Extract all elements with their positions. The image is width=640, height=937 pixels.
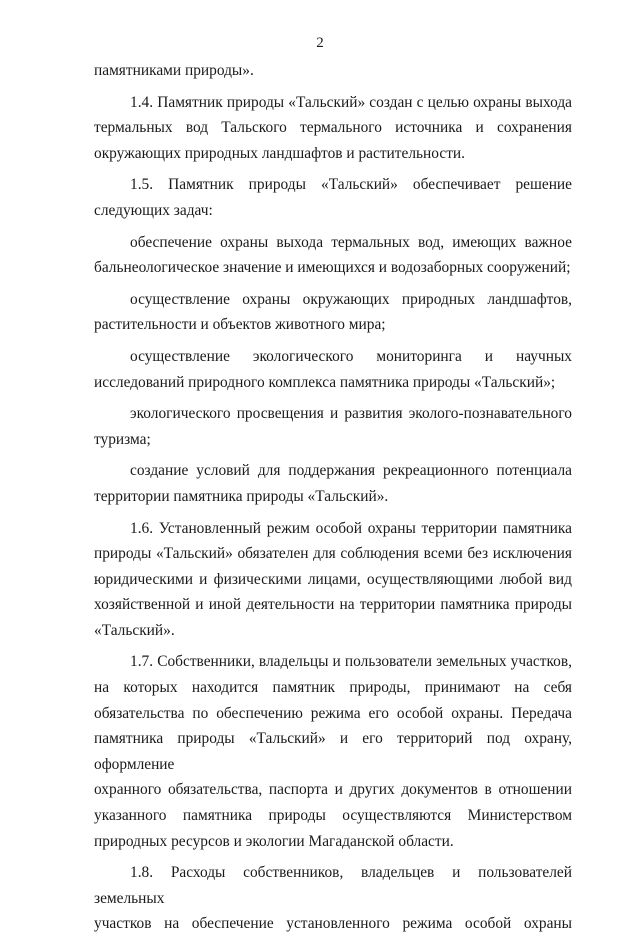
document-line: экологического просвещения и развития эколого-познавательного bbox=[130, 405, 572, 423]
document-line: территории памятника природы «Тальский». bbox=[94, 487, 389, 505]
document-line: обязательства по обеспечению режима его особой охраны. Передача bbox=[94, 704, 572, 722]
document-line: «Тальский». bbox=[94, 621, 175, 639]
document-line: бальнеологическое значение и имеющихся и водозаборных сооружений; bbox=[94, 259, 571, 277]
document-line: хозяйственной и иной деятельности на территории памятника природы bbox=[94, 596, 572, 614]
document-line: памятника природы «Тальский» и его территорий под охрану, оформление bbox=[94, 730, 572, 773]
document-line: 1.7. Собственники, владельцы и пользователи земельных участков, bbox=[130, 653, 572, 671]
document-line: 1.8. Расходы собственников, владельцев и пользователей земельных bbox=[94, 864, 572, 907]
document-line: осуществление экологического мониторинга и научных bbox=[130, 347, 572, 365]
document-line: 1.4. Памятник природы «Тальский» создан с целью охраны выхода bbox=[130, 93, 572, 111]
document-line: участков на обеспечение установленного режима особой охраны bbox=[94, 915, 572, 933]
document-line: термальных вод Тальского термального источника и сохранения bbox=[94, 119, 572, 137]
document-line: следующих задач: bbox=[94, 201, 213, 219]
document-line: туризма; bbox=[94, 430, 151, 448]
document-line: исследований природного комплекса памятника природы «Тальский»; bbox=[94, 373, 556, 391]
document-line: 1.5. Памятник природы «Тальский» обеспечивает решение bbox=[130, 176, 572, 194]
document-body bbox=[94, 58, 572, 937]
document-line: на которых находится памятник природы, принимают на себя bbox=[94, 679, 572, 697]
document-line: охранного обязательства, паспорта и других документов в отношении bbox=[94, 781, 572, 799]
document-line: природы «Тальский» обязателен для соблюдения всеми без исключения bbox=[94, 545, 572, 563]
document-line: 1.6. Установленный режим особой охраны территории памятника bbox=[130, 519, 572, 537]
document-line: указанного памятника природы осуществляются Министерством bbox=[94, 807, 572, 825]
document-line: осуществление охраны окружающих природных ландшафтов, bbox=[130, 290, 572, 308]
document-line: природных ресурсов и экологии Магаданской области. bbox=[94, 832, 454, 850]
document-line: памятниками природы». bbox=[94, 62, 254, 79]
document-line: юридическими и физическими лицами, осуществляющими любой вид bbox=[94, 570, 572, 588]
document-line: растительности и объектов животного мира; bbox=[94, 316, 386, 334]
document-line: окружающих природных ландшафтов и растительности. bbox=[94, 144, 465, 162]
page-number: 2 bbox=[316, 35, 324, 51]
document-line: обеспечение охраны выхода термальных вод, имеющих важное bbox=[130, 233, 572, 251]
document-line: создание условий для поддержания рекреационного потенциала bbox=[130, 462, 572, 480]
